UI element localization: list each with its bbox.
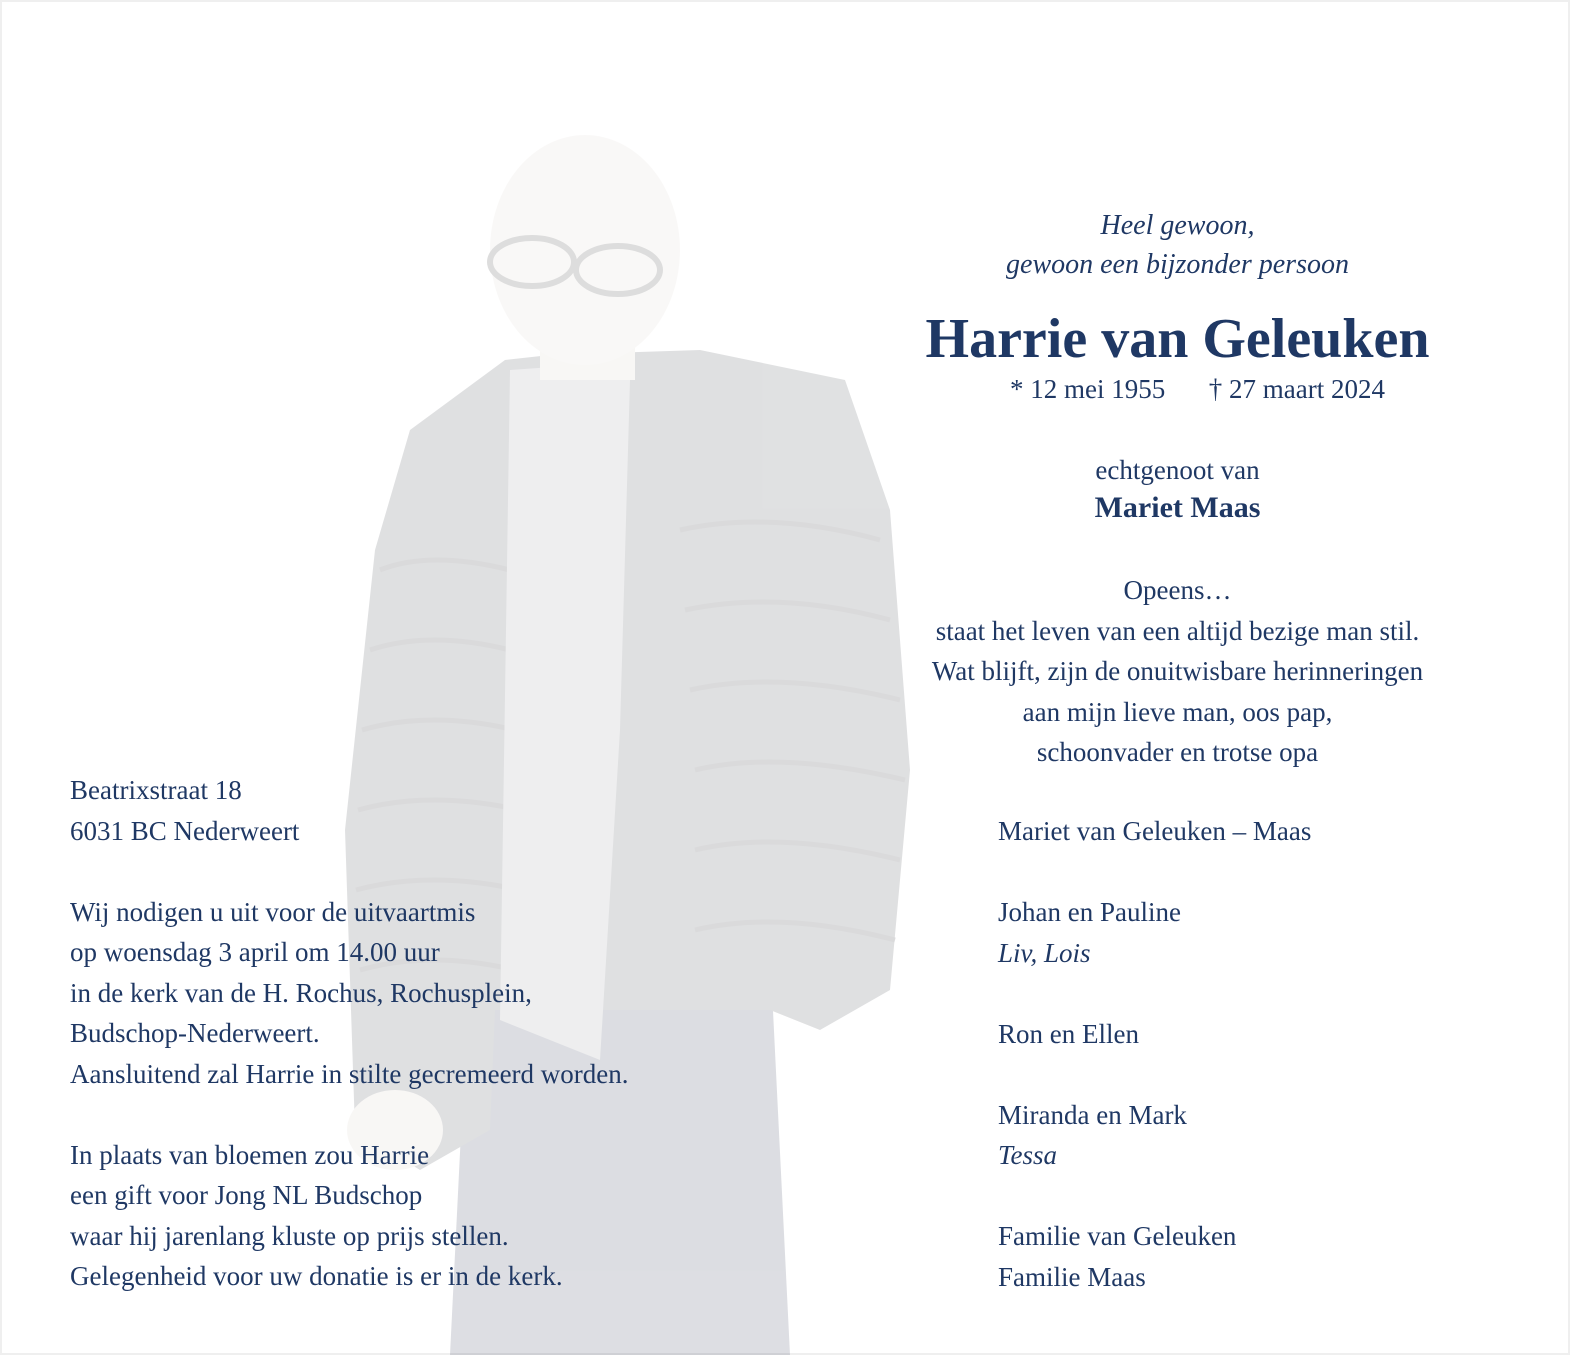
life-dates bbox=[900, 370, 1495, 408]
family-grandchildren: Liv, Lois bbox=[998, 937, 1091, 968]
donation-line: een gift voor Jong NL Budschop bbox=[70, 1180, 423, 1210]
family-list bbox=[998, 811, 1311, 1297]
poem-line: Wat blijft, zijn de onuitwisbare herinneringen bbox=[931, 656, 1424, 686]
service-line: op woensdag 3 april om 14.00 uur bbox=[70, 937, 440, 967]
poem-line: Opeens… bbox=[1123, 575, 1232, 605]
spouse-name: Mariet Maas bbox=[1094, 491, 1261, 524]
family-grandchildren: Tessa bbox=[998, 1140, 1058, 1170]
family-relatives: Familie Maas bbox=[998, 1261, 1146, 1292]
deceased-name: Harrie van Geleuken bbox=[925, 308, 1430, 370]
left-column bbox=[70, 770, 629, 1297]
motto bbox=[880, 206, 1475, 284]
donation-line: Gelegenheid voor uw donatie is er in de kerk. bbox=[70, 1261, 563, 1291]
family-child: Johan en Pauline bbox=[998, 897, 1181, 927]
service-line: Budschop-Nederweert. bbox=[70, 1018, 320, 1048]
address-city: 6031 BC Nederweert bbox=[70, 815, 300, 846]
donation-line: waar hij jarenlang kluste op prijs stellen. bbox=[70, 1220, 509, 1251]
motto-line-2: gewoon een bijzonder persoon bbox=[1006, 249, 1349, 280]
poem-line: staat het leven van een altijd bezige man stil. bbox=[935, 615, 1420, 646]
service-line: Aansluitend zal Harrie in stilte gecremeerd worden. bbox=[70, 1058, 629, 1089]
death-date: † 27 maart 2024 bbox=[1208, 374, 1385, 404]
service-line: in de kerk van de H. Rochus, Rochusplein, bbox=[70, 977, 532, 1008]
spouse-intro: echtgenoot van bbox=[1095, 455, 1260, 485]
family-child: Miranda en Mark bbox=[998, 1099, 1187, 1130]
poem-line: schoonvader en trotse opa bbox=[1036, 737, 1319, 767]
motto-line-1: Heel gewoon, bbox=[1100, 210, 1255, 241]
birth-date: * 12 mei 1955 bbox=[1010, 374, 1166, 404]
poem bbox=[880, 570, 1475, 773]
service-line: Wij nodigen u uit voor de uitvaartmis bbox=[70, 896, 476, 927]
family-spouse: Mariet van Geleuken – Maas bbox=[998, 816, 1312, 846]
family-relatives: Familie van Geleuken bbox=[998, 1221, 1237, 1251]
family-child: Ron en Ellen bbox=[998, 1018, 1139, 1049]
address-street: Beatrixstraat 18 bbox=[70, 775, 242, 805]
donation-line: In plaats van bloemen zou Harrie bbox=[70, 1139, 430, 1170]
poem-line: aan mijn lieve man, oos pap, bbox=[1022, 696, 1333, 727]
